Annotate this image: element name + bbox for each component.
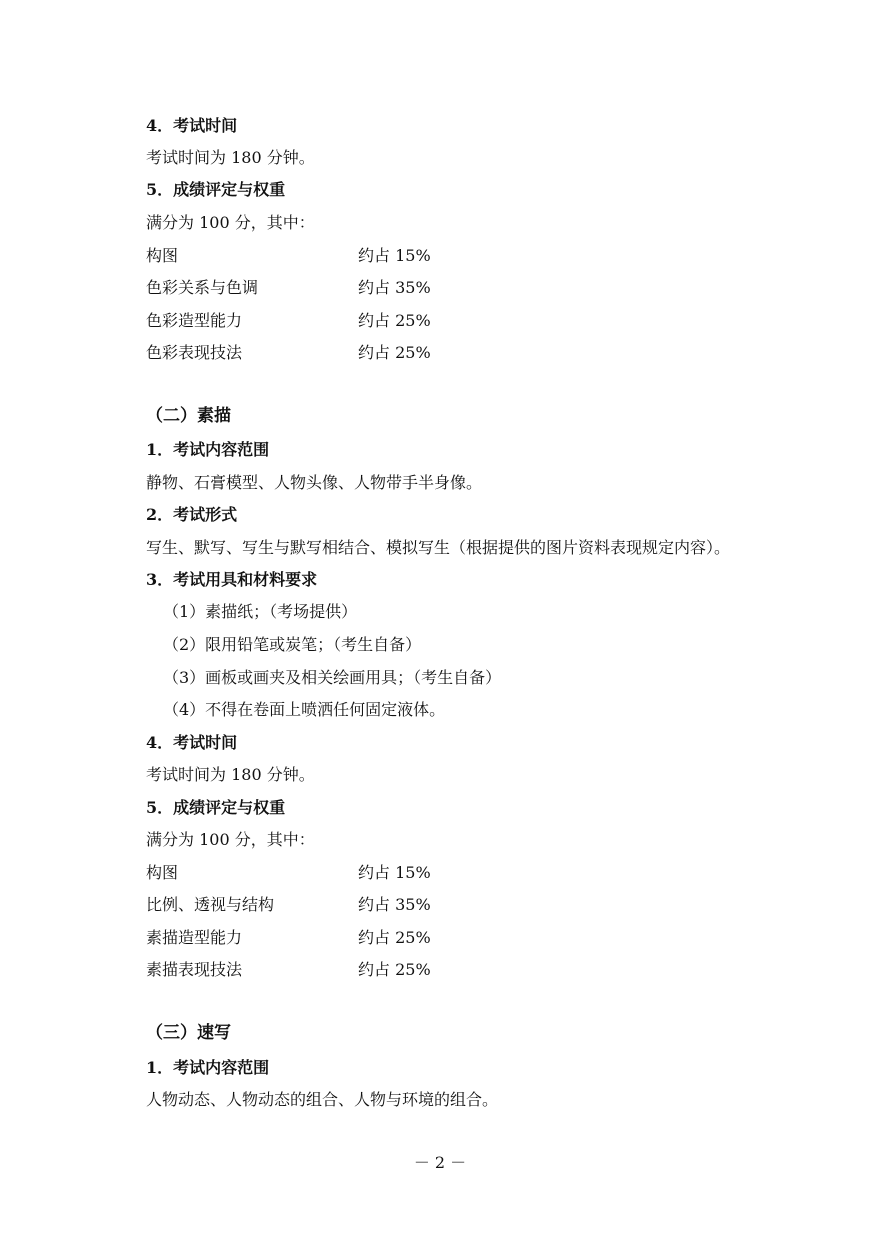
sketch-score-value: 约占 25% [358, 928, 431, 947]
color-score-label: 构图 [146, 246, 179, 265]
quick-sketch-content-heading: 1．考试内容范围 [146, 1058, 270, 1077]
color-exam-time-heading: 4．考试时间 [146, 116, 238, 135]
sketch-content-heading: 1．考试内容范围 [146, 440, 270, 459]
color-score-label: 色彩表现技法 [146, 343, 243, 362]
quick-sketch-content-text: 人物动态、人物动态的组合、人物与环境的组合。 [146, 1090, 499, 1109]
color-grading-heading: 5．成绩评定与权重 [146, 180, 286, 199]
page-number: － 2 － [413, 1153, 467, 1172]
color-score-value: 约占 35% [358, 278, 431, 297]
color-score-value: 约占 25% [358, 343, 431, 362]
color-grading-intro: 满分为 100 分，其中： [146, 213, 315, 232]
sketch-format-heading: 2．考试形式 [146, 505, 238, 524]
sketch-score-value: 约占 25% [358, 960, 431, 979]
sketch-section-title: （二）素描 [146, 406, 231, 426]
sketch-grading-intro: 满分为 100 分，其中： [146, 830, 315, 849]
sketch-exam-time-heading: 4．考试时间 [146, 733, 238, 752]
sketch-score-value: 约占 35% [358, 895, 431, 914]
color-exam-time-text: 考试时间为 180 分钟。 [146, 148, 315, 167]
color-score-label: 色彩造型能力 [146, 311, 243, 330]
sketch-score-label: 素描造型能力 [146, 928, 243, 947]
sketch-score-label: 构图 [146, 863, 179, 882]
sketch-grading-heading: 5．成绩评定与权重 [146, 798, 286, 817]
color-score-value: 约占 15% [358, 246, 431, 265]
quick-sketch-section-title: （三）速写 [146, 1023, 231, 1043]
sketch-content-text: 静物、石膏模型、人物头像、人物带手半身像。 [146, 473, 483, 492]
sketch-material-item: （2）限用铅笔或炭笔；（考生自备） [163, 635, 422, 654]
sketch-score-value: 约占 15% [358, 863, 431, 882]
sketch-score-label: 比例、透视与结构 [146, 895, 275, 914]
sketch-material-item: （3）画板或画夹及相关绘画用具；（考生自备） [163, 668, 502, 687]
sketch-material-item: （4）不得在卷面上喷洒任何固定液体。 [163, 700, 446, 719]
sketch-material-item: （1）素描纸；（考场提供） [163, 602, 358, 621]
sketch-score-label: 素描表现技法 [146, 960, 243, 979]
color-score-label: 色彩关系与色调 [146, 278, 259, 297]
sketch-materials-heading: 3．考试用具和材料要求 [146, 570, 318, 589]
sketch-exam-time-text: 考试时间为 180 分钟。 [146, 765, 315, 784]
color-score-value: 约占 25% [358, 311, 431, 330]
sketch-format-text: 写生、默写、写生与默写相结合、模拟写生（根据提供的图片资料表现规定内容）。 [146, 538, 731, 557]
